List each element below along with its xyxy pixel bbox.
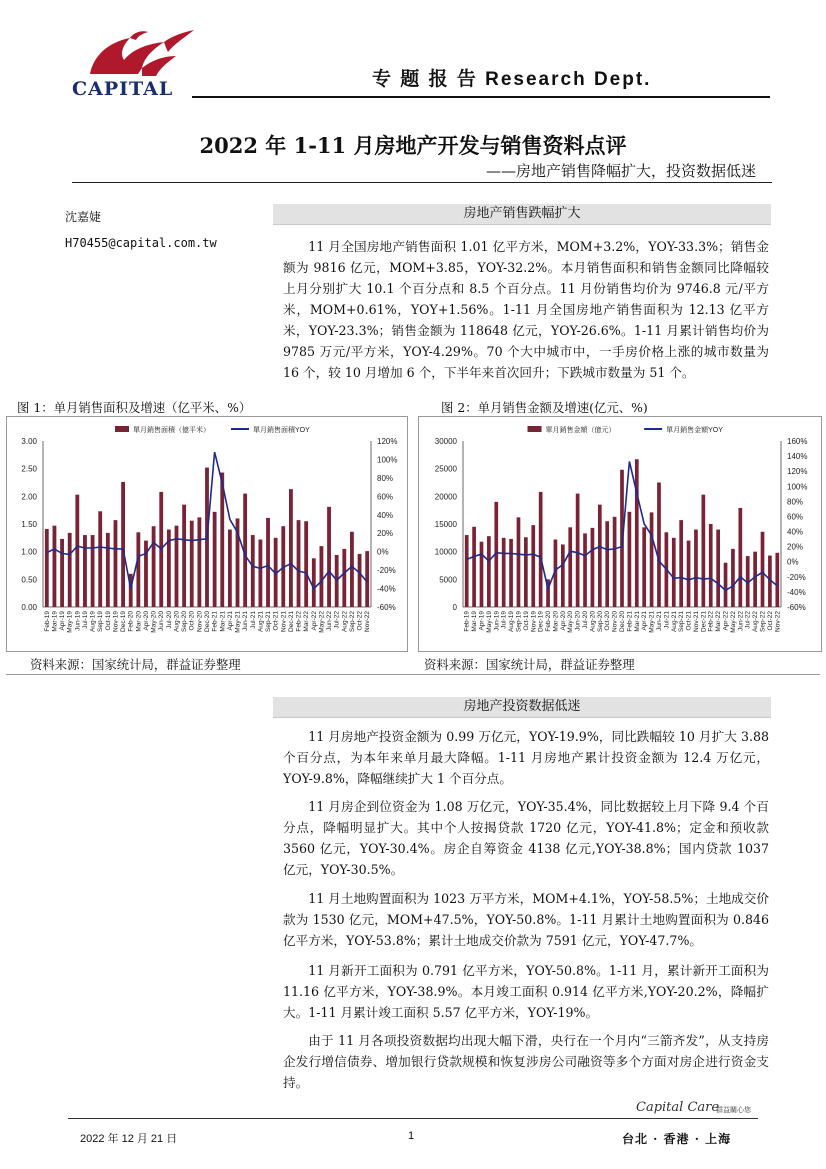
bar [561, 544, 565, 607]
y-tick-label: 10000 [434, 547, 457, 557]
bar [613, 517, 617, 607]
x-tick-label: Jul-19 [500, 611, 508, 629]
x-tick-label: May-21 [648, 611, 656, 633]
y2-tick-label: -40% [787, 587, 806, 597]
x-tick-label: Jul-20 [165, 611, 173, 629]
bar [531, 525, 535, 607]
x-tick-label: Feb-22 [707, 611, 715, 632]
x-tick-label: Dec-19 [537, 611, 545, 632]
office-cities: 台北 · 香港 · 上海 [622, 1132, 732, 1146]
x-tick-label: Oct-22 [356, 611, 364, 631]
x-tick-label: May-19 [485, 611, 493, 633]
bar [716, 530, 720, 607]
page-number: 1 [408, 1130, 415, 1142]
bar [524, 537, 528, 607]
x-tick-label: Aug-19 [508, 611, 516, 632]
bar [761, 532, 765, 607]
x-tick-label: Nov-22 [364, 611, 372, 632]
x-tick-label: Nov-22 [774, 611, 782, 632]
bar [312, 558, 316, 607]
figure2-source: 资料来源：国家统计局，群益证券整理 [424, 657, 635, 672]
x-tick-label: Oct-22 [766, 611, 774, 631]
x-tick-label: Jul-19 [81, 611, 89, 629]
y-tick-label: 0.50 [21, 575, 37, 585]
x-tick-label: Sep-22 [348, 611, 356, 632]
x-tick-label: Feb-21 [211, 611, 219, 632]
x-tick-label: Apr-21 [226, 611, 234, 631]
bar [650, 512, 654, 607]
x-tick-label: Oct-19 [104, 611, 112, 631]
chart-sales-area-svg [7, 417, 407, 651]
x-tick-label: Sep-19 [515, 611, 523, 632]
bar [672, 538, 676, 607]
y2-tick-label: 80% [377, 473, 394, 483]
x-tick-label: Nov-20 [196, 611, 204, 632]
y-tick-label: 3.00 [21, 437, 37, 446]
y2-tick-label: -60% [787, 603, 806, 612]
bar [365, 551, 369, 607]
bar [106, 533, 110, 607]
y2-tick-label: 80% [787, 497, 804, 507]
bar [687, 541, 691, 607]
x-tick-label: Sep-19 [97, 611, 105, 632]
figure-rule [6, 674, 820, 675]
x-tick-label: Nov-19 [530, 611, 538, 632]
y2-tick-label: 40% [377, 510, 394, 520]
y2-tick-label: 20% [377, 529, 394, 539]
bar [731, 549, 735, 607]
x-tick-label: Jun-20 [158, 611, 166, 631]
y2-tick-label: 0% [377, 547, 389, 557]
section-heading-investment: 房地产投资数据低迷 [273, 697, 771, 718]
figure2-caption: 图 2：单月销售金额及增速(亿元、%) [441, 400, 648, 415]
x-tick-label: Jun-19 [493, 611, 501, 631]
bar [53, 526, 57, 607]
y2-tick-label: -60% [377, 603, 396, 612]
y2-tick-label: -20% [377, 566, 396, 576]
x-tick-label: Dec-20 [204, 611, 211, 632]
x-tick-label: Dec-19 [120, 611, 128, 632]
y-tick-label: 25000 [434, 464, 457, 474]
x-tick-label: Jun-21 [655, 611, 663, 631]
x-tick-label: Sep-21 [678, 611, 686, 632]
author-email[interactable]: H70455@capital.com.tw [65, 236, 217, 250]
figure1-source: 资料来源：国家统计局，群益证券整理 [30, 657, 241, 672]
x-tick-label: Jun-21 [242, 611, 250, 631]
title-rule [72, 182, 772, 183]
x-tick-label: Jun-22 [326, 611, 334, 631]
bar [642, 527, 646, 607]
bar [679, 520, 683, 607]
bar [576, 494, 580, 607]
y-tick-label: 2.50 [21, 464, 37, 474]
bar [775, 553, 779, 607]
bar [121, 482, 125, 607]
x-tick-label: May-21 [234, 611, 242, 633]
x-tick-label: Jul-22 [333, 611, 341, 629]
bar [190, 521, 194, 607]
bar [480, 542, 484, 607]
y2-tick-label: 120% [787, 467, 808, 477]
bar [509, 539, 513, 607]
funding-paragraph: 11 月房企到位资金为 1.08 万亿元，YOY-35.4%，同比数据较上月下降 9.4 个百分点，降幅明显扩大。其中个人按揭贷款 1720 亿元，YOY-41.8%；定金和预收款 3560 亿元，YOY-30.4%。房企自筹资金 4138 亿元,YOY-38.8%；国内贷款 1037 亿元，YOY-30.5%。 [283, 799, 769, 877]
x-tick-label: May-22 [318, 611, 326, 633]
bar [583, 533, 587, 607]
x-tick-label: Apr-19 [478, 611, 486, 631]
bar [472, 527, 476, 607]
construction-paragraph: 11 月新开工面积为 0.791 亿平方米，YOY-50.8%。1-11 月，累计新开工面积为 11.16 亿平方米，YOY-38.9%。本月竣工面积 0.914 亿平方米,YOY-20.2%，降幅扩大。1-11 月累计竣工面积 5.57 亿平方米，YOY-19%。 [283, 963, 769, 1020]
x-tick-label: Mar-21 [633, 611, 641, 632]
bar [60, 539, 64, 607]
y-tick-label: 1.00 [21, 547, 37, 557]
x-tick-label: Apr-22 [310, 611, 318, 631]
x-tick-label: Jun-19 [74, 611, 82, 631]
legend-bar-swatch [115, 426, 129, 432]
logo-text: CAPITAL [72, 78, 174, 100]
x-tick-label: Jul-21 [249, 611, 257, 629]
bar [694, 530, 698, 607]
bar [68, 533, 72, 607]
bar [297, 520, 301, 607]
bar [591, 528, 595, 607]
chart-sales-area [6, 416, 408, 652]
policy-paragraph: 由于 11 月各项投资数据均出现大幅下滑，央行在一个月内“三箭齐发”，从支持房企发行增信债券、增加银行贷款规模和恢复涉房公司融资等多个方面对房企进行资金支持。 [283, 1033, 769, 1090]
x-tick-label: May-22 [729, 611, 737, 633]
bar [327, 507, 331, 607]
x-tick-label: Oct-21 [272, 611, 280, 631]
x-tick-label: Aug-21 [257, 611, 265, 632]
bar [114, 520, 118, 607]
y2-tick-label: -40% [377, 584, 396, 594]
y-tick-label: 15000 [434, 520, 457, 529]
land-paragraph: 11 月土地购置面积为 1023 万平方米，MOM+4.1%，YOY-58.5%；土地成交价款为 1530 亿元，MOM+47.5%，YOY-50.8%。1-11 月累计土地购置面积为 0.846 亿平方米，YOY-53.8%；累计土地成交价款为 7591 亿元，YOY-47.7%。 [283, 891, 769, 948]
x-tick-label: Sep-21 [265, 611, 273, 632]
x-tick-label: Nov-19 [112, 611, 120, 632]
bar [75, 495, 79, 607]
x-tick-label: Aug-19 [89, 611, 97, 632]
y2-tick-label: 40% [787, 527, 804, 537]
brand-sub-text: 群益關心您 [716, 1107, 751, 1114]
y2-tick-label: 60% [377, 492, 394, 502]
page-title: 2022 年 1-11 月房地产开发与销售资料点评 [199, 133, 627, 158]
y2-tick-label: 120% [377, 437, 398, 446]
x-tick-label: Nov-21 [280, 611, 288, 632]
x-tick-label: Sep-20 [181, 611, 189, 632]
x-tick-label: Apr-21 [641, 611, 649, 631]
x-tick-label: Sep-20 [596, 611, 604, 632]
header-rule [192, 96, 770, 98]
x-tick-label: Nov-20 [611, 611, 619, 632]
author-name: 沈嘉婕 [65, 210, 102, 224]
x-tick-label: Aug-20 [589, 611, 597, 632]
page-subtitle: ——房地产销售降幅扩大，投资数据低迷 [485, 162, 756, 180]
bar [753, 552, 757, 607]
bar [724, 563, 728, 607]
bar [350, 532, 354, 607]
sales-paragraph: 11 月全国房地产销售面积 1.01 亿平方米，MOM+3.2%，YOY-33.3%；销售金额为 9816 亿元，MOM+3.85，YOY-32.2%。本月销售面积和销售金额同比降幅较上月分别扩大 10.1 个百分点和 8.5 个百分点。11 月份销售均价为 9746.8 元/平方米，MOM+0.61%，YOY+1.56%。1-11 月全国房地产销售面积为 12.13 亿平方米，YOY-23.3%；销售金额为 118648 亿元，YOY-26.6%。1-11 月累计销售均价为 9785 万元/平方米，YOY-4.29%。70 个大中城市中，一手房价格上涨的城市数量为 16 个，较 10 月增加 6 个，下半年来首次回升；下跌城市数量为 51 个。 [283, 239, 769, 380]
bar [83, 535, 87, 607]
bar [487, 536, 491, 607]
y-tick-label: 30000 [434, 437, 457, 446]
x-tick-label: Aug-22 [752, 611, 760, 632]
bar [605, 521, 609, 607]
bar [465, 535, 469, 607]
bar [91, 535, 95, 607]
x-tick-label: Mar-19 [471, 611, 479, 632]
brand-logo-text: Capital Care [636, 1100, 720, 1115]
bar [657, 483, 661, 608]
x-tick-label: Dec-21 [287, 611, 295, 632]
figure1-caption: 图 1：单月销售面积及增速（亿平米、%） [17, 400, 252, 415]
y2-tick-label: -20% [787, 572, 806, 582]
report-type-label: 专 题 报 告 Research Dept. [372, 69, 652, 90]
bar [320, 546, 324, 607]
x-tick-label: Jun-22 [737, 611, 745, 631]
x-tick-label: Jul-21 [663, 611, 671, 629]
bar [251, 535, 255, 607]
footer-rule [68, 1118, 758, 1119]
x-tick-label: Apr-19 [59, 611, 67, 631]
bar [258, 539, 262, 607]
x-tick-label: Oct-20 [604, 611, 612, 631]
bar [98, 511, 102, 607]
legend-line-label: 單月銷售金額YOY [666, 427, 723, 434]
y2-tick-label: 20% [787, 542, 804, 552]
x-tick-label: Apr-20 [559, 611, 567, 631]
section-heading-sales: 房地产销售跌幅扩大 [273, 204, 771, 225]
x-tick-label: Mar-22 [303, 611, 311, 632]
y2-tick-label: 160% [787, 437, 808, 446]
bar [702, 495, 706, 607]
bar [304, 521, 308, 607]
bar [136, 532, 140, 607]
bar [213, 512, 217, 607]
x-tick-label: Dec-20 [619, 611, 626, 632]
y-tick-label: 5000 [439, 575, 457, 585]
y-tick-label: 0.00 [21, 603, 37, 612]
y2-tick-label: 0% [787, 557, 799, 567]
bar [289, 489, 293, 607]
x-tick-label: Feb-19 [463, 611, 471, 632]
bar [45, 529, 49, 607]
bar [502, 538, 506, 607]
y2-tick-label: 100% [787, 482, 808, 492]
bar [358, 554, 362, 607]
x-tick-label: Feb-19 [43, 611, 51, 632]
x-tick-label: Oct-21 [685, 611, 693, 631]
bar [568, 527, 572, 607]
x-tick-label: May-20 [567, 611, 575, 633]
bar [266, 518, 270, 607]
y-tick-label: 20000 [434, 492, 457, 502]
x-tick-label: May-20 [150, 611, 158, 633]
x-tick-label: Jul-22 [744, 611, 752, 629]
x-tick-label: Sep-22 [759, 611, 767, 632]
x-tick-label: Mar-21 [219, 611, 227, 632]
x-tick-label: Apr-22 [722, 611, 730, 631]
x-tick-label: Feb-20 [545, 611, 553, 632]
bar [539, 492, 543, 607]
bar [197, 517, 201, 607]
x-tick-label: Jul-20 [582, 611, 590, 629]
x-tick-label: Mar-20 [552, 611, 560, 632]
x-tick-label: Jun-20 [574, 611, 582, 631]
investment-paragraph: 11 月房地产投资金额为 0.99 万亿元，YOY-19.9%，同比跌幅较 10 月扩大 3.88 个百分点，为本年来单月最大降幅。1-11 月房地产累计投资金额为 12.4 万亿元，YOY-9.8%，降幅继续扩大 1 个百分点。 [283, 729, 769, 786]
x-tick-label: Mar-22 [715, 611, 723, 632]
x-tick-label: Oct-19 [522, 611, 530, 631]
y2-tick-label: 100% [377, 455, 398, 465]
chart-sales-amount [418, 416, 822, 652]
report-date: 2022 年 12 月 21 日 [80, 1133, 178, 1145]
y-tick-label: 2.00 [21, 492, 37, 502]
x-tick-label: May-19 [66, 611, 74, 633]
legend-line-label: 單月銷售面積YOY [253, 427, 310, 434]
bar [517, 517, 521, 607]
x-tick-label: Dec-21 [700, 611, 708, 632]
x-tick-label: Oct-20 [188, 611, 196, 631]
bar [598, 505, 602, 607]
eagle-icon [72, 24, 196, 80]
x-tick-label: Aug-20 [173, 611, 181, 632]
legend-bar-swatch [528, 426, 542, 432]
bar [175, 526, 179, 607]
legend-bar-label: 單月銷售金額（億元） [545, 427, 616, 434]
bar [342, 549, 346, 607]
y-tick-label: 0 [452, 603, 457, 612]
chart-sales-amount-svg [419, 417, 821, 651]
bar [228, 530, 232, 607]
x-tick-label: Mar-20 [135, 611, 143, 632]
y2-tick-label: 60% [787, 512, 804, 522]
bar [738, 508, 742, 607]
bar [709, 524, 713, 607]
x-tick-label: Feb-22 [295, 611, 303, 632]
bar [152, 526, 156, 607]
x-tick-label: Feb-21 [626, 611, 634, 632]
x-tick-label: Aug-21 [670, 611, 678, 632]
y-tick-label: 1.50 [21, 520, 37, 529]
x-tick-label: Feb-20 [127, 611, 135, 632]
x-tick-label: Apr-20 [142, 611, 150, 631]
legend-bar-label: 單月銷售面積（億平米） [133, 427, 210, 434]
bar [635, 459, 639, 607]
bar [182, 505, 186, 607]
bar [628, 512, 632, 607]
x-tick-label: Aug-22 [341, 611, 349, 632]
y2-tick-label: 140% [787, 452, 808, 462]
x-tick-label: Nov-21 [692, 611, 700, 632]
x-tick-label: Mar-19 [51, 611, 59, 632]
